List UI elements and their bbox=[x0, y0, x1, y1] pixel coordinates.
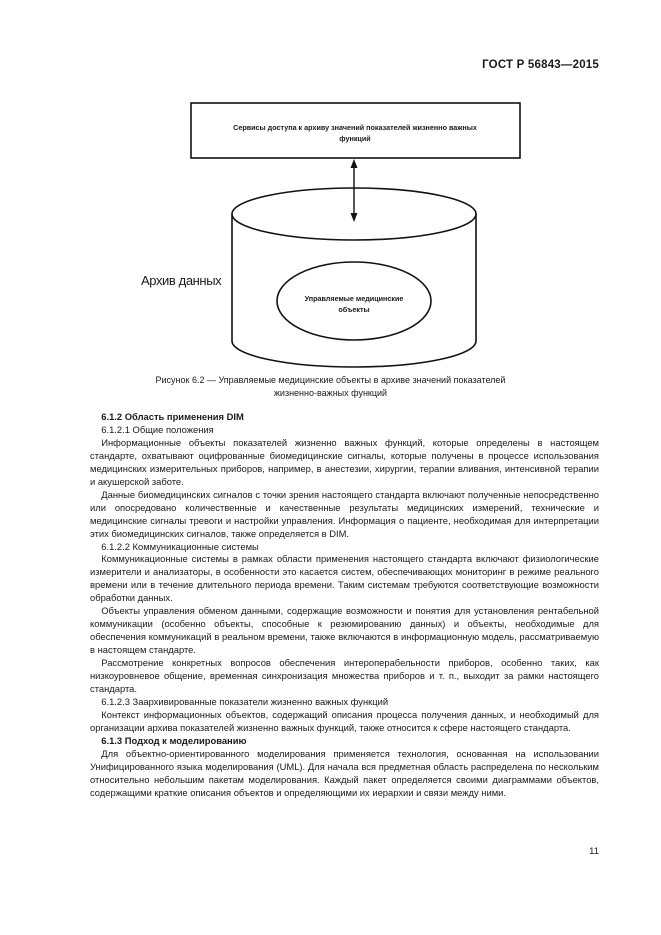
subsection-heading-6-1-2-1: 6.1.2.1 Общие положения bbox=[101, 423, 214, 435]
subsection-heading-6-1-2-3: 6.1.2.3 Заархивированные показатели жизненно важных функций bbox=[101, 695, 389, 707]
paragraph: Коммуникационные системы в рамках области применения настоящего стандарта включают физиологические измерители и анализаторы, в особенности это касается систем, обеспечивающих мониторинг в режиме реального времени или в течение длительного периода времени. Таким системам требуются соответствующие возможности обработки данных. bbox=[90, 553, 599, 604]
document-header: ГОСТ Р 56843—2015 bbox=[482, 59, 599, 71]
paragraph: Рассмотрение конкретных вопросов обеспечения интероперабельности приборов, особенно таких, как низкоуровневое общение, временная синхронизация множества приборов и т. п., выходит за рамки настоящего стандарта. bbox=[90, 657, 599, 695]
managed-objects-label-1: Управляемые медицинские bbox=[304, 294, 404, 303]
section-heading-6-1-2: 6.1.2 Область применения DIM bbox=[101, 411, 244, 422]
caption-line-2: жизненно-важных функций bbox=[273, 388, 388, 398]
section-heading-6-1-3: 6.1.3 Подход к моделированию bbox=[101, 734, 247, 746]
figure-caption bbox=[110, 374, 551, 400]
body-text bbox=[90, 411, 599, 800]
archive-label: Архив данных bbox=[141, 273, 222, 288]
services-box-label-1: Сервисы доступа к архиву значений показателей жизненно важных bbox=[233, 123, 477, 132]
paragraph: Объекты управления обменом данными, содержащие возможности и понятия для установления рентабельной коммуникации (особенно объекты, способные к резюмированию данных) и объекты, необходимые для обеспечения коммуникаций в реальном времени, также включаются в информационную модель, рассматриваемую в настоящем стандарте. bbox=[90, 605, 599, 656]
subsection-heading-6-1-2-2: 6.1.2.2 Коммуникационные системы bbox=[101, 540, 259, 552]
page-number: 11 bbox=[589, 846, 599, 857]
managed-objects-label-2: объекты bbox=[338, 305, 370, 314]
services-box-label-2: функций bbox=[339, 134, 371, 143]
paragraph: Информационные объекты показателей жизненно важных функций, которые определены в настоящем стандарте, охватывают оцифрованные биомедицинские сигналы, которые получены в процессе использования медицинских измерительных приборов, например, в анестезии, хирургии, терапии вливания, интенсивной терапии и акушерской заботе. bbox=[90, 436, 599, 487]
arrow-up-head bbox=[351, 159, 358, 168]
caption-line-1: Рисунок 6.2 — Управляемые медицинские объекты в архиве значений показателей bbox=[155, 375, 506, 385]
paragraph: Контекст информационных объектов, содержащий описания процесса получения данных, и необходимый для организации архива показателей жизненно важных функций, также относится к сфере настоящего стандарта. bbox=[90, 708, 599, 733]
figure-diagram bbox=[0, 0, 661, 370]
paragraph: Для объектно-ориентированного моделирования применяется технология, основанная на использовании Унифицированного языка моделирования (UML). Для начала вся предметная область распределена по нескольким относительно небольшим пакетам моделирования. Каждый пакет определяется своими диаграммами объектов, содержащими краткие описания объектов и определяющими их иерархии и связи между ними. bbox=[90, 747, 599, 798]
paragraph: Данные биомедицинских сигналов с точки зрения настоящего стандарта включают полученные непосредственно или опосредовано количественные и качественные результаты медицинских измерений, технические и медицинские сигналы тревоги и настройки управления. Информация о пациенте, необходимая для интерпретации этих биомедицинских сигналов, также определяется в DIM. bbox=[90, 488, 599, 539]
